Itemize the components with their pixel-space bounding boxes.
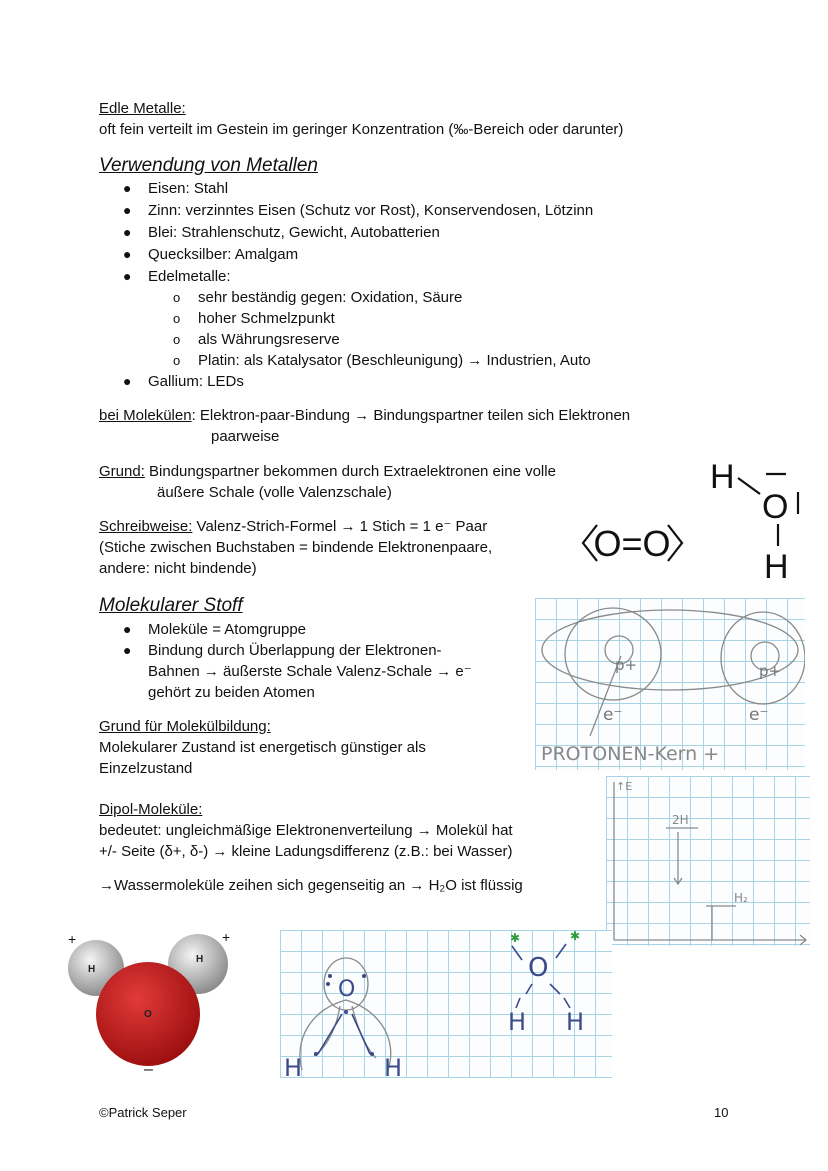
sketch-o-right: O [528,953,549,983]
footer-author: ©Patrick Seper [99,1105,187,1120]
water-handdrawn-sketch [280,930,612,1078]
energy-diagram-sketch [606,776,810,946]
grund-bildung-line-2: Einzelzustand [99,760,193,777]
minus-sign: – [144,1061,153,1076]
list-item: Bindung durch Überlappung der Elektronen- [148,642,442,659]
green-star-left-icon: ✱ [510,931,521,945]
grund-text-2: äußere Schale (volle Valenzschale) [157,484,392,501]
proton-right-label: p+ [759,662,782,680]
schreibweise-line [99,516,487,537]
water-lewis-formula [700,452,810,587]
label-2h: 2H [672,813,689,827]
sketch-h2-left: H [508,1008,527,1036]
bullet-icon: ● [123,246,132,262]
proton-left-label: p+ [615,656,638,674]
list-item: Zinn: verzinntes Eisen (Schutz vor Rost), Konservendosen, Lötzinn [148,202,594,219]
sketch-h-right: H [384,1054,403,1078]
grund-bildung-line-1: Molekularer Zustand ist energetisch günstiger als [99,739,426,756]
sub-list-item: als Währungsreserve [198,331,340,348]
molekuele-label: bei Molekülen [99,407,192,424]
plus-left: + [68,931,77,947]
green-star-right-icon: ✱ [570,930,581,943]
grund-label: Grund: [99,463,145,480]
edle-metalle-text: oft fein verteilt im Gestein im geringer Konzentration (‰-Bereich oder darunter) [99,121,624,138]
grund-bildung-heading: Grund für Molekülbildung: [99,718,271,735]
list-item: Blei: Strahlenschutz, Gewicht, Autobatterien [148,224,440,241]
electron-left-label: e⁻ [603,705,623,725]
dipol-heading: Dipol-Moleküle: [99,801,203,818]
molekuele-line [99,405,630,426]
water-h-bottom: H [764,548,789,586]
bullet-icon: ● [123,268,132,284]
hydrogen-right-label: H [196,954,204,965]
water-h-top: H [710,458,735,496]
edle-metalle-heading: Edle Metalle: [99,100,186,117]
dipol-line-3: →Wassermoleküle zeihen sich gegenseitig an → H₂O ist flüssig [99,877,523,894]
bullet-icon: ● [123,202,132,218]
schreibweise-text: Valenz-Strich-Formel → 1 Stich = 1 e⁻ Paar [192,518,488,535]
bullet-icon: ● [123,642,132,658]
water-o: O [762,488,789,526]
verwendung-heading: Verwendung von Metallen [99,155,318,176]
label-h2: H₂ [734,891,748,905]
circle-bullet-icon: o [173,353,181,368]
schreibweise-line-3: andere: nicht bindende) [99,560,257,577]
dipol-line-2: +/- Seite (δ+, δ-) → kleine Ladungsdifferenz (z.B.: bei Wasser) [99,843,513,860]
list-item: Moleküle = Atomgruppe [148,621,307,638]
circle-bullet-icon: o [173,311,181,326]
energy-axis-label: ↑E [616,780,633,793]
circle-bullet-icon: o [173,332,181,347]
oxygen-molecule-formula [575,515,690,571]
hydrogen-left-label: H [88,964,96,975]
molekuele-text-2: paarweise [211,428,280,445]
sketch-o-left: O [338,977,356,1002]
schreibweise-line-2: (Stiche zwischen Buchstaben = bindende Elektronenpaare, [99,539,493,556]
molekuele-text: : Elektron-paar-Bindung → Bindungspartner teilen sich Elektronen [191,407,631,424]
electron-right-label: e⁻ [749,705,769,725]
protonen-kern-label: PROTONEN-Kern + [541,743,720,765]
orbital-overlap-sketch [535,598,805,770]
list-item: Eisen: Stahl [148,180,229,197]
oxygen-label: O [144,1009,152,1020]
sketch-h2-right: H [566,1008,585,1036]
bullet-icon: ● [123,224,132,240]
bullet-icon: ● [123,373,132,389]
circle-bullet-icon: o [173,290,181,305]
molekularer-heading: Molekularer Stoff [99,595,243,616]
sub-list-item: Platin: als Katalysator (Beschleunigung) → Industrien, Auto [198,352,591,369]
bullet-icon: ● [123,180,132,196]
grund-line [99,461,556,482]
plus-right: + [222,929,231,945]
sub-list-item: sehr beständig gegen: Oxidation, Säure [198,289,463,306]
bullet-icon: ● [123,621,132,637]
grund-text: Bindungspartner bekommen durch Extraelektronen eine volle [144,463,556,480]
list-item-continued: gehört zu beiden Atomen [148,684,315,701]
list-item: Edelmetalle: [148,268,231,285]
list-item-continued: Bahnen → äußerste Schale Valenz-Schale → e⁻ [148,663,472,680]
page-number: 10 [714,1105,729,1120]
water-molecule-model [62,928,242,1076]
list-item: Gallium: LEDs [148,373,244,390]
list-item: Quecksilber: Amalgam [148,246,299,263]
sub-list-item: hoher Schmelzpunkt [198,310,335,327]
dipol-line-1: bedeutet: ungleichmäßige Elektronenverteilung → Molekül hat [99,822,513,839]
sketch-h-left: H [284,1054,303,1078]
oxygen-formula-text: O=O [593,523,671,564]
schreibweise-label: Schreibweise: [99,518,193,535]
